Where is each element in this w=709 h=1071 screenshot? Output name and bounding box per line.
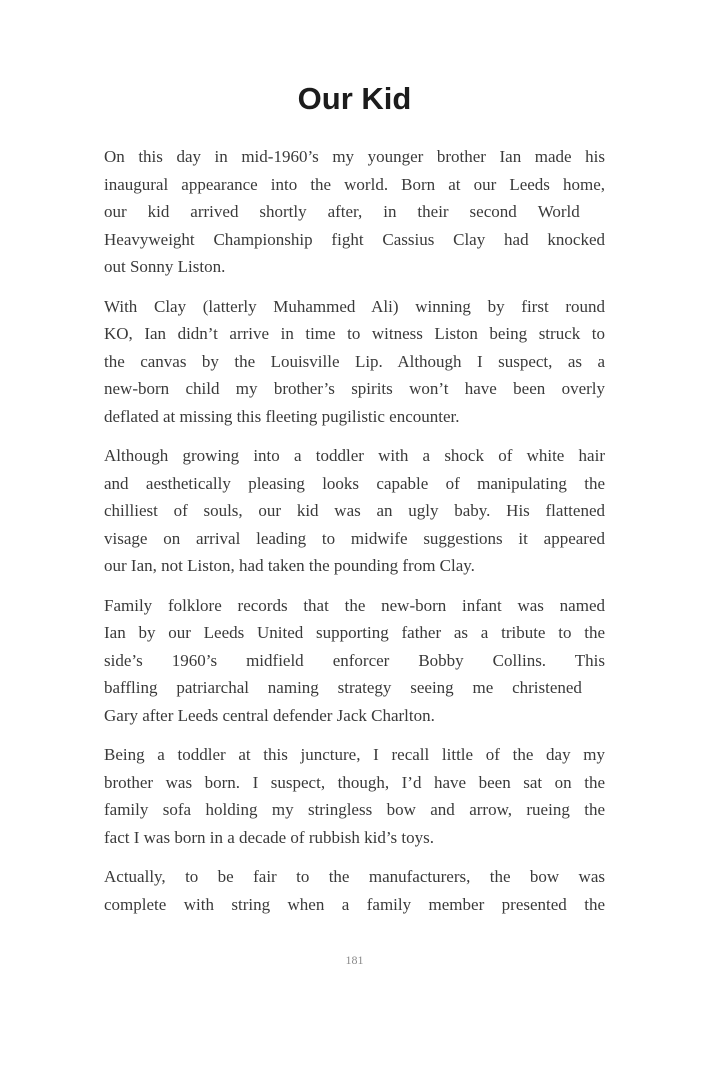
paragraph [104, 143, 605, 281]
text-line: baffling patriarchal naming strategy seeing me christened [104, 678, 605, 697]
text-line: Family folklore records that the new-born infant was named [104, 595, 605, 615]
text-line: chilliest of souls, our kid was an ugly baby. His flattened [104, 501, 605, 520]
text-line: Actually, to be fair to the manufacturers, the bow was [104, 867, 605, 886]
text-line: Although growing into a toddler with a shock of white hair [104, 446, 605, 465]
text-line: brother was born. I suspect, though, I’d have been sat on the [104, 772, 605, 792]
text-line: new-born child my brother’s spirits won’t have been overly [104, 379, 605, 398]
page-number: 181 [345, 953, 364, 967]
text-line: Gary after Leeds central defender Jack Charlton. [104, 705, 435, 725]
body-text [104, 143, 605, 918]
text-line: side’s 1960’s midfield enforcer Bobby Collins. This [104, 650, 605, 670]
text-line: Ian by our Leeds United supporting father as a tribute to the [104, 623, 605, 642]
paragraph [104, 592, 605, 730]
paragraph [104, 293, 605, 431]
text-line: fact I was born in a decade of rubbish kid’s toys. [104, 827, 434, 847]
text-line: our kid arrived shortly after, in their second World [104, 202, 605, 221]
paragraph [104, 863, 605, 918]
page-title: Our Kid [297, 81, 412, 116]
paragraph [104, 442, 605, 580]
book-page [0, 79, 709, 1071]
text-line: deflated at missing this fleeting pugilistic encounter. [104, 406, 460, 426]
text-line: inaugural appearance into the world. Born at our Leeds home, [104, 174, 605, 194]
text-line: With Clay (latterly Muhammed Ali) winning by first round [104, 296, 605, 316]
text-line: Heavyweight Championship fight Cassius Clay had knocked [104, 229, 605, 249]
paragraph [104, 741, 605, 851]
text-line: the canvas by the Louisville Lip. Although I suspect, as a [104, 351, 605, 371]
text-line: complete with string when a family member presented the [104, 894, 605, 914]
text-line: and aesthetically pleasing looks capable of manipulating the [104, 473, 605, 493]
text-line: our Ian, not Liston, had taken the pounding from Clay. [104, 556, 475, 575]
text-line: out Sonny Liston. [104, 257, 226, 276]
text-line: visage on arrival leading to midwife suggestions it appeared [104, 528, 605, 548]
text-line: On this day in mid-1960’s my younger brother Ian made his [104, 147, 605, 166]
text-line: Being a toddler at this juncture, I recall little of the day my [104, 745, 605, 764]
text-line: KO, Ian didn’t arrive in time to witness Liston being struck to [104, 324, 605, 343]
text-line: family sofa holding my stringless bow and arrow, rueing the [104, 800, 605, 819]
